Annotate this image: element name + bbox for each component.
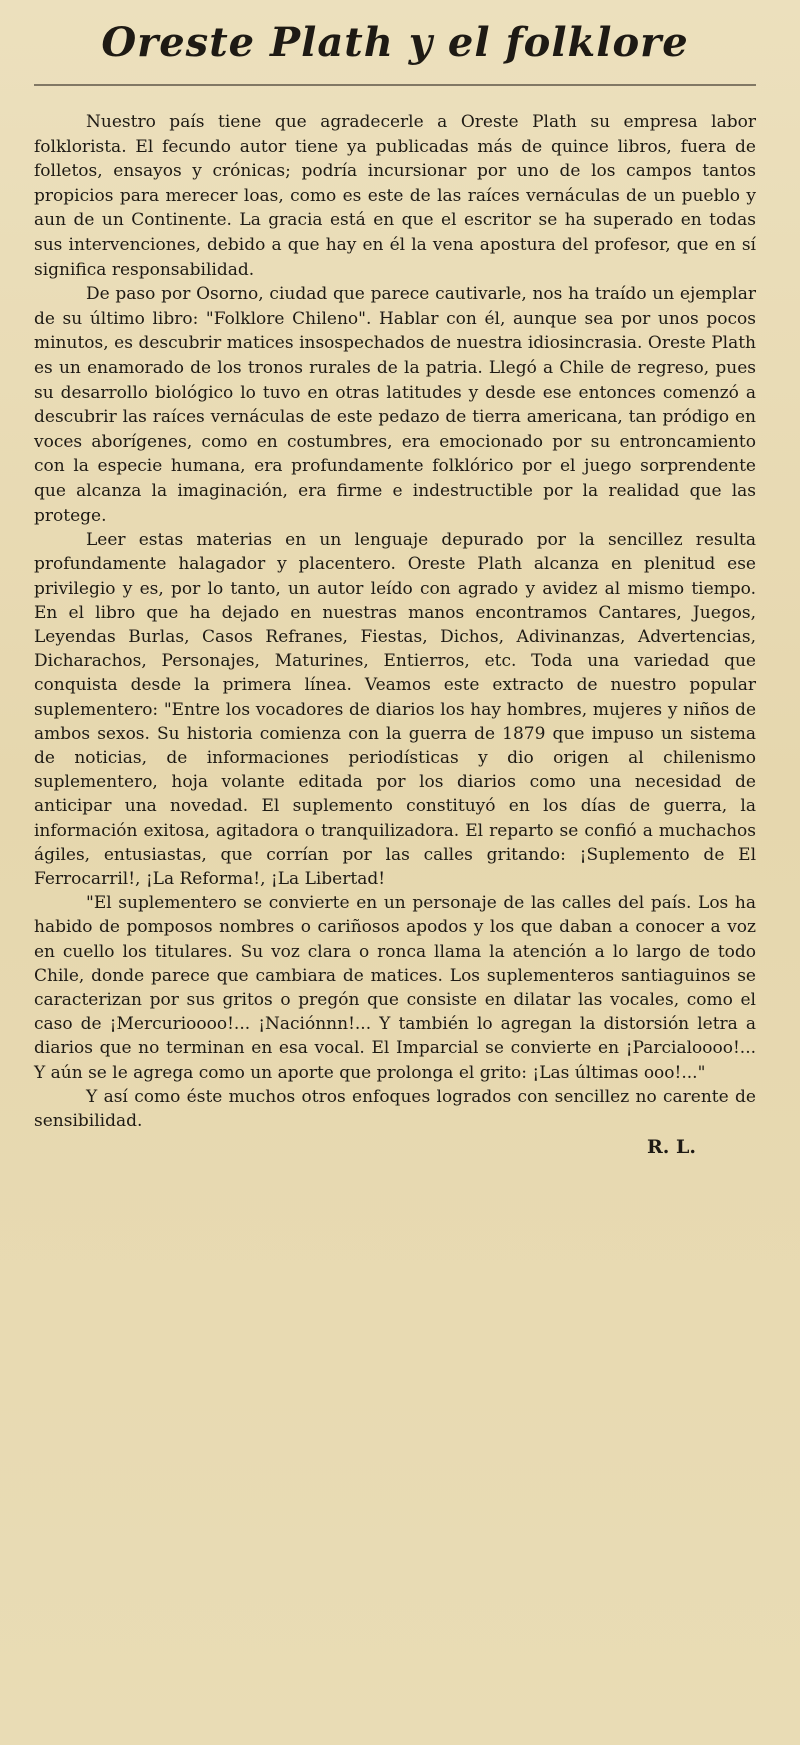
article-paragraph-2: De paso por Osorno, ciudad que parece cautivarle, nos ha traído un ejemplar de su último libro: "Folklore Chileno". Hablar con él, aunque sea por unos pocos minutos, es descubrir matices insospechados de nuestra idiosincrasia. Oreste Plath es un enamorado de los tronos rurales de la patria. Llegó a Chile de regreso, pues su desarrollo biológico lo tuvo en otras latitudes y desde ese entonces comenzó a descubrir las raíces vernáculas de este pedazo de tierra americana, tan pródigo en voces aborígenes, como en costumbres, era emocionado por su entroncamiento con la especie humana, era profundamente folklórico por el juego sorprendente que alcanza la imaginación, era firme e indestructible por la realidad que las protege. bbox=[34, 284, 756, 526]
author-signature: R. L. bbox=[647, 1135, 696, 1158]
article-body bbox=[34, 110, 756, 1134]
article-title: Oreste Plath y el folklore bbox=[101, 19, 689, 66]
article-paragraph-1: Nuestro país tiene que agradecerle a Oreste Plath su empresa labor folklorista. El fecundo autor tiene ya publicadas más de quince libros, fuera de folletos, ensayos y crónicas; podría incursionar por uno de los campos tantos propicios para merecer loas, como es este de las raíces vernáculas de un pueblo y aun de un Continente. La gracia está en que el escritor se ha superado en todas sus intervenciones, debido a que hay en él la vena apostura del profesor, que en sí significa responsabilidad. bbox=[34, 112, 756, 280]
article-paragraph-3: Leer estas materias en un lenguaje depurado por la sencillez resulta profundamente halagador y placentero. Oreste Plath alcanza en plenitud ese privilegio y es, por lo tanto, un autor leído con agrado y avidez al mismo tiempo. En el libro que ha dejado en nuestras manos encontramos Cantares, Juegos, Leyendas Burlas, Casos Refranes, Fiestas, Dichos, Adivinanzas, Advertencias, Dicharachos, Personajes, Maturines, Entierros, etc. Toda una variedad que conquista desde la primera línea. Veamos este extracto de nuestro popular suplementero: "Entre los vocadores de diarios los hay hombres, mujeres y niños de ambos sexos. Su historia comienza con la guerra de 1879 que impuso un sistema de noticias, de informaciones periodísticas y dio origen al chilenismo suplementero, hoja volante editada por los diarios como una necesidad de anticipar una novedad. El suplemento constituyó en los días de guerra, la información exitosa, agitadora o tranquilizadora. El reparto se confió a muchachos ágiles, entusiastas, que corrían por las calles gritando: ¡Suplemento de El Ferrocarril!, ¡La Reforma!, ¡La Libertad! bbox=[34, 530, 756, 889]
article-paragraph-5: Y así como éste muchos otros enfoques logrados con sencillez no carente de sensibilidad. bbox=[34, 1086, 756, 1132]
article-paragraph-4: "El suplementero se convierte en un personaje de las calles del país. Los ha habido de pomposos nombres o cariñosos apodos y los que daban a conocer a voz en cuello los titulares. Su voz clara o ronca llama la atención a lo largo de todo Chile, donde parece que cambiara de matices. Los suplementeros santiaguinos se caracterizan por sus gritos o pregón que consiste en dilatar las vocales, como el caso de ¡Mercurioooo!... ¡Naciónnn!... Y también lo agregan la distorsión letra a diarios que no terminan en esa vocal. El Imparcial se convierte en ¡Parcialoooo!... Y aún se le agrega como un aporte que prolonga el grito: ¡Las últimas ooo!..." bbox=[34, 893, 756, 1083]
title-divider bbox=[34, 84, 756, 86]
